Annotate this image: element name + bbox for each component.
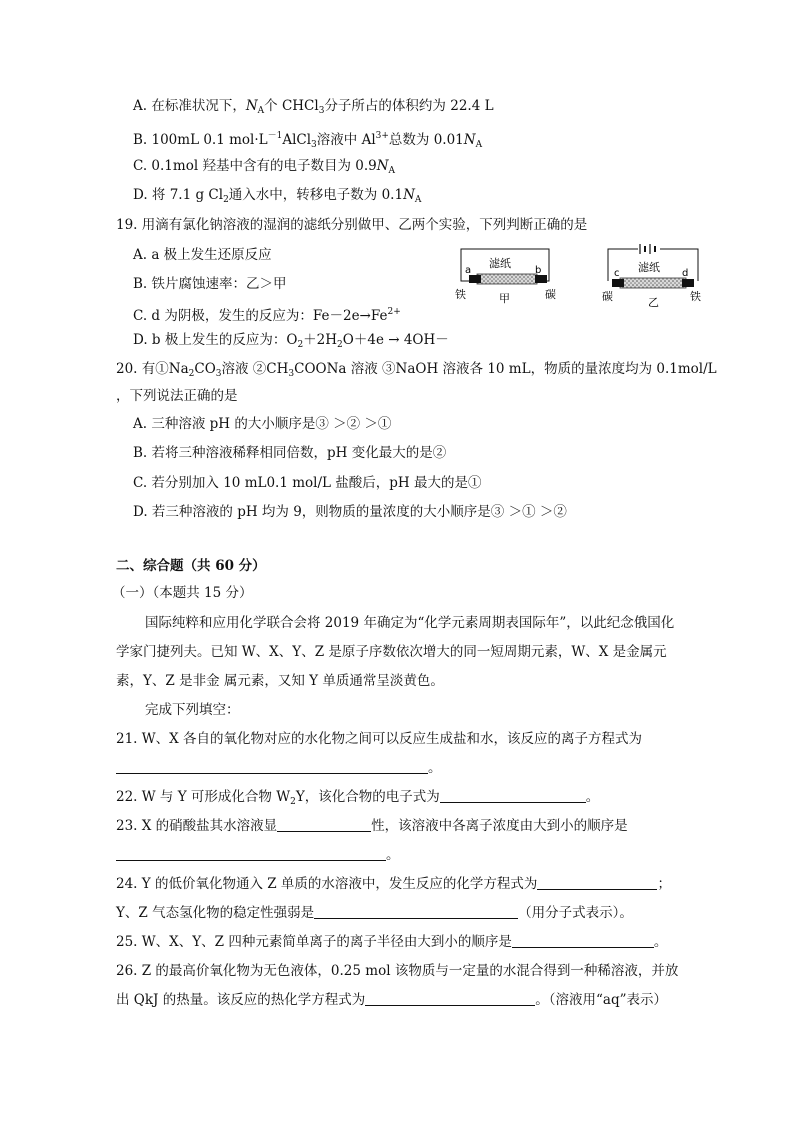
label-carbon: 碳 [602,290,613,303]
section-title: 二、综合题（共 60 分） [116,558,266,574]
q24: 24. Y 的低价氧化物通入 Z 单质的水溶液中，发生反应的化学方程式为 ； [116,876,671,892]
q21-stem: 21. W、X 各自的氧化物对应的水化物之间可以反应生成盐和水，该反应的离子方程式为 [116,731,643,747]
q19-option-c: C. d 为阴极，发生的反应为：$Fe-2e\to Fe^{2+}$ [133,307,401,324]
q20-option-d: D. 若三种溶液的 pH 均为 9，则物质的量浓度的大小顺序是③ ＞① ＞② [133,504,567,520]
q20-option-b: B. 若将三种溶液稀释相同倍数，pH 变化最大的是② [133,445,447,461]
label-jia: 甲 [499,292,510,305]
q25: 25. W、X、Y、Z 四种元素简单离子的离子半径由大到小的顺序是 。 [116,934,668,950]
q20-option-a: A. 三种溶液 pH 的大小顺序是③ ＞② ＞① [133,416,392,432]
q24-blank-1[interactable] [537,875,657,890]
q19-option-b: B. 铁片腐蚀速率：乙＞甲 [133,276,287,292]
q24-blank-2[interactable] [314,904,518,919]
electrode-a [469,275,481,283]
q18-option-c: C. 0.1mol 羟基中含有的电子数目为 $0.9N_A$ [133,158,396,176]
q21-answer: 。 [116,758,442,778]
filter-paper-label: 滤纸 [489,257,511,270]
q19-option-a: A. a 极上发生还原反应 [133,247,272,263]
q26: 26. Z 的最高价氧化物为无色液体，0.25 mol 该物质与一定量的水混合得到一种稀溶液，并放 [116,963,679,979]
label-d: d [682,268,689,279]
q18-option-b: B. 100mL 0.1 $mol\cdot L^{-1}AlCl_3$溶液中 $Al^{3+}$总数为 $0.01N_A$ [133,131,483,150]
q22-blank[interactable] [440,788,586,803]
intro-line-3: 素，Y、Z 是非金 属元素，又知 Y 单质通常呈淡黄色。 [116,673,444,689]
q25-blank[interactable] [512,933,654,948]
q20-option-c: C. 若分别加入 10 mL0.1 mol/L 盐酸后，pH 最大的是① [133,475,482,491]
electrode-d [682,279,694,287]
intro-line-2: 学家门捷列夫。已知 W、X、Y、Z 是原子序数依次增大的同一短周期元素，W、X 是金属元 [116,644,667,660]
q19-option-d: D. b 极上发生的反应为：$O_2+2H_2O+4e \to 4OH-$ [133,332,449,350]
circuit-wire-right [660,249,698,281]
q19-stem: 19. 用滴有氯化钠溶液的湿润的滤纸分别做甲、乙两个实验，下列判断正确的是 [116,217,588,233]
q20-stem: 20. 有$①Na_2CO_3$溶液 $②CH_3COONa$ 溶液 ③NaOH 溶液各 10 mL，物质的量浓度均为 0.1mol/L [116,361,717,379]
q21-blank[interactable] [116,759,428,774]
filter-paper [477,274,537,284]
q22: 22. W 与 Y 可形成化合物 $W_2Y$，该化合物的电子式为 。 [116,789,600,807]
label-yi: 乙 [648,296,659,309]
circuit-wire-left [608,249,638,281]
electrode-c [612,279,624,287]
part-title: （一）（本题共 15 分） [112,585,253,601]
label-c: c [614,268,620,279]
label-carbon: 碳 [545,288,556,301]
q23-blank-1[interactable] [277,817,371,832]
figure-jia [455,244,565,306]
q18-option-d: D. 将 7.1 g $Cl_2$通入水中，转移电子数为 $0.1N_A$ [133,187,422,205]
q26-blank[interactable] [365,991,535,1006]
intro-line-1: 国际纯粹和应用化学联合会将 2019 年确定为“化学元素周期表国际年”，以此纪念俄国化 [145,615,675,631]
q20-stem-cont: ，下列说法正确的是 [116,388,238,404]
label-iron: 铁 [455,288,466,301]
figure-yi [600,240,710,310]
q24-second: Y、Z 气态氢化物的稳定性强弱是 （用分子式表示）。 [116,905,633,921]
label-a: a [465,265,472,276]
filter-paper [620,278,686,288]
electrode-b [535,275,547,283]
q18-option-a: A. 在标准状况下，$N_A$个 CHCl$_3$分子所占的体积约为 22.4 L [133,98,494,116]
q23-answer: 。 [116,845,400,865]
label-b: b [535,265,542,276]
filter-paper-label: 滤纸 [638,261,660,274]
q26-second: 出 QkJ 的热量。该反应的热化学方程式为 。（溶液用“aq”表示） [116,992,667,1008]
label-iron: 铁 [690,290,701,303]
q23: 23. X 的硝酸盐其水溶液显 性，该溶液中各离子浓度由大到小的顺序是 [116,818,628,834]
fill-instruction: 完成下列填空： [145,702,240,718]
q23-blank-2[interactable] [116,846,386,861]
